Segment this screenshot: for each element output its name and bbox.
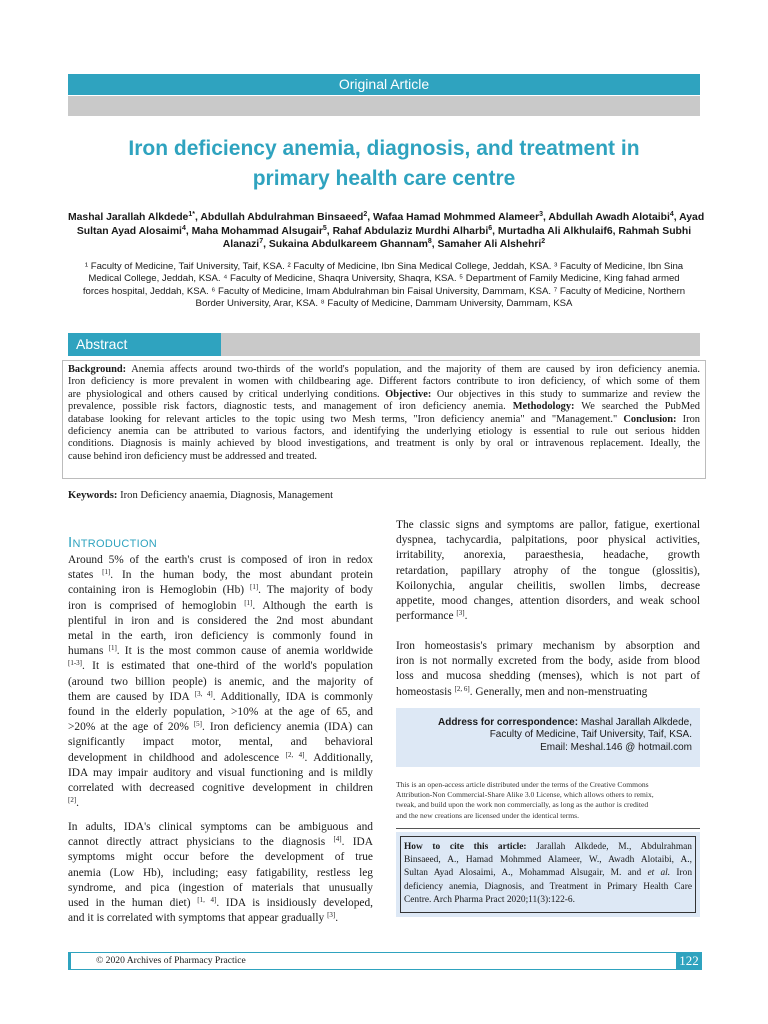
text-line: used in the human diet) [1, 4]. IDA is insidiously developed, (68, 896, 373, 910)
author-list (68, 211, 705, 252)
conclusion-label: Conclusion: (623, 413, 677, 425)
keywords (68, 490, 333, 501)
citation-ref: [3] (327, 911, 336, 920)
text-line: Iron homeostasis's primary mechanism by absorption and (396, 640, 700, 652)
text-line: loss and mucosa shedding (menses), which is not part of (396, 670, 700, 683)
text-line: Koilonychia, angular cheilitis, swollen limbs, decrease (396, 579, 700, 592)
author-name: , Wafaa Hamad Mohmmed Alameer (367, 212, 540, 223)
citation-ref: [3, 4] (194, 689, 213, 698)
abstract-span: Our objectives in this study to summarize and review the (436, 388, 700, 400)
author-name: Sultan Ayad Alosaimi (76, 225, 182, 237)
text-line: iron is comprised of hemoglobin [1]. Although the earth is (68, 598, 373, 612)
correspondence-address: Faculty of Medicine, Taif University, Taif, KSA. (489, 729, 692, 741)
author-sup: 4 (669, 211, 674, 218)
abstract-span: Anemia affects around two-thirds of the world's population, and the majority of them are caused by iron deficiency anemia. (131, 364, 700, 375)
intro-paragraph-4 (396, 639, 700, 700)
citation-ref: [1] (250, 583, 259, 592)
text-line: significantly impact motor, mental, and behavioral (68, 736, 373, 749)
text-line: The classic signs and symptoms are pallor, fatigue, exertional (396, 519, 700, 531)
text-line: found in the elderly population, >10% at the age of 65, and (68, 706, 373, 719)
affiliations (68, 261, 700, 311)
citation-span: Iron (676, 868, 693, 879)
text-line: appetite, mood changes, attention disorders, and weak school (396, 595, 700, 608)
text-line: humans [1]. It is the most common cause of anemia worldwide (68, 644, 373, 658)
citation-ref: [1, 4] (197, 896, 217, 905)
author-name: , Sukaina Abdulkareem Ghannam (263, 239, 428, 250)
abstract-line: Iron deficiency is more prevalent in women with childbearing age. Different factors contribute to iron deficiency, of which some of them (68, 376, 700, 388)
correspondence-email: Email: Meshal.146 @ hotmail.com (540, 741, 692, 753)
author-name: Mashal Jarallah Alkdede (68, 212, 189, 223)
citation-span: Jarallah Alkdede, M., Abdulrahman (536, 842, 692, 852)
text-line: >20% at the age of 20% [5]. Iron deficiency anemia (IDA) can (68, 720, 373, 734)
citation-label: How to cite this article: (404, 842, 527, 852)
license-notice (396, 780, 700, 821)
text-line: anemia (Low Hb), including; easy fatigability, restless leg (68, 866, 373, 879)
correspondence-line-1 (402, 717, 692, 729)
citation-line (404, 867, 692, 880)
license-line: This is an open-access article distributed under the terms of the Creative Commons (396, 780, 649, 789)
footer-accent (68, 952, 71, 970)
abstract-line: cause behind iron deficiency must be addressed and treated. (68, 450, 317, 462)
intro-paragraph-1 (68, 553, 373, 811)
affiliation-line: Border University, Arar, KSA. ⁸ Faculty of Medicine, Dammam University, Dammam, KSA (195, 298, 573, 310)
intro-paragraph-2 (68, 820, 373, 926)
abstract-line: conditions. Diagnosis is mainly achieved by blood investigations, and treatment is only by oral or intravenous replacement. Ideally, the (68, 438, 700, 450)
author-sup: 4 (181, 224, 186, 232)
section-banner-underlay (68, 96, 700, 116)
affiliation-line: Medical College, Jeddah, KSA. ⁴ Faculty of Medicine, Shaqra University, Shaqra, KSA. ⁵ Department of Family Medicine, King fahad armed (88, 273, 680, 285)
citation (404, 841, 692, 907)
text-line: cannot directly attract physicians to the diagnosis [4]. IDA (68, 835, 373, 849)
text-line: them are caused by IDA [3, 4]. Additionally, IDA is commonly (68, 689, 374, 703)
correspondence (402, 717, 692, 754)
keywords-value: Iron Deficiency anaemia, Diagnosis, Management (120, 490, 334, 501)
citation-ref: [1] (244, 598, 253, 607)
author-line-1 (68, 211, 705, 225)
objective-label: Objective: (385, 388, 432, 400)
title-line-1: Iron deficiency anemia, diagnosis, and treatment in (128, 137, 640, 160)
intro-heading: INTRODUCTION (68, 534, 158, 551)
abstract-span: We searched the PubMed (581, 401, 700, 413)
text-line: containing iron is Hemoglobin (Hb) [1]. The majority of body (68, 583, 373, 597)
text-line: (around two billion people) is anemic, and the majority of (68, 675, 373, 688)
text-line: retardation, papillary atrophy of the tongue (glossitis), (396, 564, 700, 577)
abstract-line (68, 414, 700, 426)
citation-ref: [2] (68, 796, 77, 805)
abstract-line (68, 389, 700, 401)
abstract-span: prevalence, possible risk factors, diagnostic tests, and management of iron deficiency anemia. (68, 401, 506, 413)
license-line: Attribution-Non Commercial-Share Alike 3.0 License, which allows others to remix, (396, 790, 654, 800)
author-line-3 (68, 238, 700, 252)
section-banner: Original Article (68, 74, 700, 95)
author-sup: 7 (259, 238, 264, 245)
author-name: , Abdullah Abdulrahman Binsaeed (194, 212, 364, 223)
abstract-heading: Abstract (68, 333, 221, 356)
article-title (68, 134, 700, 194)
abstract-line (68, 401, 700, 413)
intro-paragraph-3 (396, 518, 700, 624)
intro-column-left (68, 535, 373, 811)
text-line: plentiful in iron and is considered the 2nd most abundant (68, 614, 373, 627)
abstract-line (68, 364, 700, 376)
abstract-span: Iron (682, 413, 700, 425)
page-number: 122 (676, 952, 702, 970)
author-name: , Rahaf Abdulaziz Murdhi Alharbi (326, 225, 489, 237)
citation-ref: [1] (102, 568, 111, 577)
text-line: syndrome, and pica (ingestion of materials that unusually (68, 881, 373, 894)
citation-line: deficiency anemia, Diagnosis, and Treatment in Primary Health Care (404, 881, 692, 892)
license-divider (396, 828, 700, 829)
author-name: , Ayad (673, 212, 705, 223)
author-name: , Murtadha Ali Alkhulaif6, Rahmah Subhi (492, 225, 692, 237)
citation-ref: [2, 6] (454, 684, 470, 693)
author-sup: 1* (188, 211, 195, 218)
citation-ref: [1] (108, 644, 117, 653)
abstract-text (68, 364, 700, 463)
text-line: performance [3]. (396, 609, 468, 623)
text-line: In adults, IDA's clinical symptoms can be ambiguous and (68, 821, 373, 833)
text-line: symptoms might occur before the development of true (68, 851, 373, 864)
license-line: tweak, and build upon the work non commercially, as long as the author is credited (396, 800, 649, 810)
citation-ref: [1-3] (68, 659, 82, 668)
footer-copyright: © 2020 Archives of Pharmacy Practice (96, 955, 246, 966)
citation-span: Sultan Ayad Alosaimi, A., Mohammad Alsugair, M. and (404, 868, 642, 879)
author-sup: 5 (322, 224, 327, 232)
text-line: IDA may impair auditory and visual functioning and is mildly (68, 766, 373, 779)
text-line: and it is correlated with symptoms that appear gradually [3]. (68, 911, 339, 925)
author-sup: 2 (541, 238, 546, 245)
author-sup: 3 (539, 211, 544, 218)
author-line-2 (68, 225, 700, 239)
correspondence-name: Mashal Jarallah Alkdede, (580, 717, 692, 728)
author-sup: 6 (488, 224, 493, 232)
text-line: [2]. (68, 796, 80, 810)
correspondence-label: Address for correspondence: (437, 717, 579, 728)
author-name: , Samaher Ali Alshehri (431, 239, 542, 250)
text-line: metal in the earth, iron deficiency is commonly found in (68, 630, 373, 643)
citation-line: Binsaeed, A., Hamad Mohmmed Alameer, W., Awadh Alotaibi, A., (404, 855, 692, 866)
license-line: and the new creations are licensed under the identical terms. (396, 810, 580, 820)
text-line: homeostasis [2, 6]. Generally, men and non-menstruating (396, 684, 648, 698)
citation-ref: [5] (193, 720, 203, 729)
text-line: development in childhood and adolescence [2, 4]. Additionally, (68, 750, 374, 764)
text-line: [1-3]. It is estimated that one-third of the world's population (68, 659, 373, 673)
text-line: iron is not normally excreted from the body, aside from blood (396, 655, 700, 668)
citation-etal: et al. (647, 868, 671, 879)
affiliation-line: forces hospital, Jeddah, KSA. ⁶ Faculty of Medicine, Imam Abdulrahman bin Faisal University, Dammam, KSA. ⁷ Faculty of Medicine, Northern (82, 285, 686, 297)
citation-ref: [3] (456, 609, 465, 618)
title-line-2: primary health care centre (252, 167, 516, 190)
text-line: correlated with decreased cognitive development in children (68, 782, 373, 795)
text-line: dyspnea, tachycardia, palpitations, poor physical activities, (396, 534, 700, 547)
citation-line: Centre. Arch Pharma Pract 2020;11(3):122-6. (404, 894, 575, 905)
text-line: Around 5% of the earth's crust is composed of iron in redox (68, 554, 373, 566)
abstract-span: are physiological and others caused by critical underlying conditions. (68, 388, 380, 400)
keywords-label: Keywords: (68, 490, 118, 501)
affiliation-line: ¹ Faculty of Medicine, Taif University, Taif, KSA. ² Faculty of Medicine, Ibn Sina Medical College, Jeddah, KSA. ³ Faculty of Medicine, Ibn Sina (84, 261, 684, 272)
citation-ref: [2, 4] (285, 750, 305, 759)
text-line: states [1]. In the human body, the most abundant protein (68, 568, 373, 582)
author-sup: 2 (363, 211, 368, 218)
abstract-span: database looking for relevant articles to the topic using two Mesh terms, "Iron deficiency anemia" and "Management." (68, 413, 618, 425)
author-name: Alanazi (222, 239, 260, 250)
author-sup: 8 (427, 238, 432, 245)
citation-line (404, 841, 692, 854)
background-label: Background: (68, 364, 127, 375)
abstract-line: deficiency anemia can be attributed to various factors, and identifying the underlying etiology is essential to rule out serious hidden (68, 426, 700, 438)
citation-ref: [4] (333, 835, 342, 844)
methodology-label: Methodology: (512, 401, 575, 413)
text-line: irritability, anorexia, paraesthesia, headache, growth (396, 549, 700, 562)
author-name: , Maha Mohammad Alsugair (185, 225, 323, 237)
author-name: , Abdullah Awadh Alotaibi (543, 212, 670, 223)
